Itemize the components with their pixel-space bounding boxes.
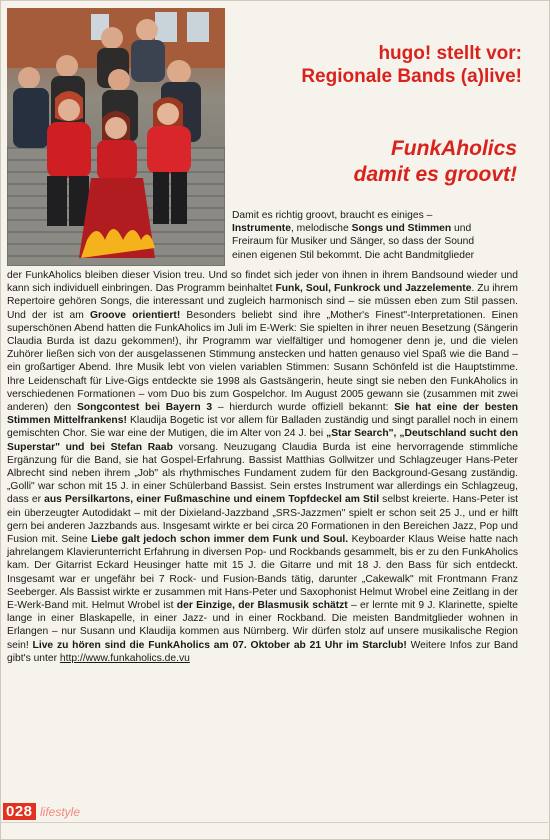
emphasis-text: Live zu hören sind die FunkAholics am 07. Oktober ab 21 Uhr im Starclub! <box>32 639 407 651</box>
text-segment: – hierdurch wurde offiziell bekannt: <box>212 402 395 414</box>
article-lead <box>232 209 517 267</box>
text-segment: vorsang. Neuzugang Claudia Burda ist eine hervorragende stimmliche Ergänzung für die Band, sie hat Gospel-Erfahrung. Bassist Matthias Gollwitzer und Schlagzeuger Hans-Peter Albrecht sind neben ihrem „Job" als rhythmisches Fundament zudem für den Background-Gesang zuständig. „Golli" war schon mit 15 J. in einer Schülerband Bassist. Sein erstes Instrument war allerdings ein Schlagzeug, dass er <box>7 441 518 506</box>
text-segment: – er lernte mit 9 J. Klarinette, spielte lange in einer Blaskapelle, in einer Jazz- und in einer Rockband. Die meisten Bandmitglieder wohnen in Erlangen – nur Susann und Klaudija kommen aus Nürnberg. Wir dürfen stolz auf unsere musikalische Region sein! <box>7 600 518 651</box>
band-website-link[interactable]: http://www.funkaholics.de.vu <box>59 652 190 664</box>
bottom-divider <box>0 822 548 823</box>
text-segment: Weitere Infos zur Band gibt's unter <box>7 639 518 664</box>
band-title <box>232 136 517 188</box>
text-segment: und <box>451 223 472 235</box>
page-number: 028 <box>3 803 36 820</box>
text-segment: Freiraum für Musiker und Sänger, so dass der Sound <box>232 236 475 248</box>
text-segment: , melodische <box>290 223 352 235</box>
article-body <box>7 269 518 665</box>
lead-line <box>232 222 517 235</box>
page-footer <box>0 800 140 822</box>
text-segment: Damit es richtig groovt, braucht es einiges – <box>232 210 433 221</box>
lead-line <box>232 249 517 262</box>
emphasis-text: Instrumente <box>232 223 291 235</box>
emphasis-text: Groove orientiert! <box>89 309 181 321</box>
headline-line-1: hugo! stellt vor: <box>378 43 522 64</box>
text-segment: . Zu ihrem Repertoire gehören Songs, die interessant und zugleich harmonisch sind – sie müssen eben zum Stil passen. Und der ist am <box>7 283 518 321</box>
text-segment: einen eigenen Stil bekommt. Die acht Bandmitglieder <box>232 249 475 261</box>
lead-line <box>232 235 517 248</box>
text-segment: der FunkAholics bleiben dieser Vision treu. Und so findet sich jeder von ihnen in ihrem Bandsound wieder und kann sich individuell einbringen. Das Programm beinhaltet <box>7 270 518 295</box>
text-segment: Keyboarder Klaus Weise hatte nach jahrelangem Klavierunterricht Erfahrung in diversen Pop- und Rockbands gesammelt, bis er zu den FunkAholics kam. Der Gitarrist Eckard Heusinger hatte mit 15 J. die Gitarre und mit 18 J. den Bass für sich entdeckt. Insgesamt war er ungefähr bei 7 Rock- und Fusion-Bands tätig, darunter „Cakewalk" mit Frontmann Franz Seeberger. Als Bassist wirkte er zusammen mit Hans-Peter und Saxophonist Helmut Wrobel eine Zeitlang in der E-Werk-Band mit. Helmut Wrobel ist <box>7 534 518 612</box>
section-label: lifestyle <box>40 805 81 819</box>
text-segment: selbst kreierte. Hans-Peter ist ein überzeugter Autodidakt – mit der Dixieland-Jazzband „SRS-Jazzmen" spielt er schon seit 25 J., und er hilft gern bei anderen Jazzbands aus. Insgesamt wirkte er bei circa 20 Formationen in den Bereichen Jazz, Pop und Fusion mit. Seine <box>7 494 519 546</box>
emphasis-text: Funk, Soul, Funkrock und Jazzelemente <box>275 283 472 295</box>
emphasis-text: Sie hat eine der besten Stimmen Mittelfrankens! <box>7 402 518 427</box>
band-photo <box>7 8 225 266</box>
emphasis-text: Liebe galt jedoch schon immer dem Funk und Soul. <box>91 534 349 546</box>
emphasis-text: der Einzige, der Blasmusik schätzt <box>176 600 348 612</box>
band-photo-illustration <box>7 8 225 266</box>
band-name: FunkAholics <box>390 137 517 160</box>
emphasis-text: aus Persilkartons, einer Fußmaschine und einem Topfdeckel am Stil <box>44 494 380 506</box>
text-segment: Klaudija Bogetic ist vor allem für Balladen zuständig und singt parallel noch in einem gemischten Chor. Sie war eine der Mutigen, die im Alter von 24 J. bei <box>7 415 518 440</box>
series-headline <box>232 42 522 88</box>
text-segment: Besonders beliebt sind ihre „Mother's Finest"-Interpretationen. Einen superschönen Abend hatten die FunkAholics im Juli im E-Werk: Sie spielten in ihrer neuen Besetzung (Sängerin Claudia Burda ist dazu gekommen!), ihr Programm war vielfältiger und homogener denn je, und die vielen Zuhörer ließen sich von der ausgelassenen Stimmung anstecken und hatten genauso viel Spaß wie die Band – ein großartiger Abend. Ihre Musik lebt von vielen variablen Stimmen: Susann Schönfeld ist die Hauptstimme. Ihre Leidenschaft für Live-Gigs entdeckte sie 1998 als Gastsängerin, heute singt sie neben den FunkAholics in verschiedenen Formationen – vom Duo bis zum Gospelchor. Im August 2005 gewann sie (zusammen mit zwei anderen) den <box>7 309 518 414</box>
headline-line-2: Regionale Bands (a)live! <box>301 66 522 87</box>
emphasis-text: Songs und Stimmen <box>351 223 452 235</box>
band-tagline: damit es groovt! <box>353 163 517 186</box>
lead-line <box>232 209 517 222</box>
emphasis-text: „Star Search", „Deutschland sucht den Superstar" und bei Stefan Raab <box>7 428 519 453</box>
emphasis-text: Songcontest bei Bayern 3 <box>76 402 213 414</box>
